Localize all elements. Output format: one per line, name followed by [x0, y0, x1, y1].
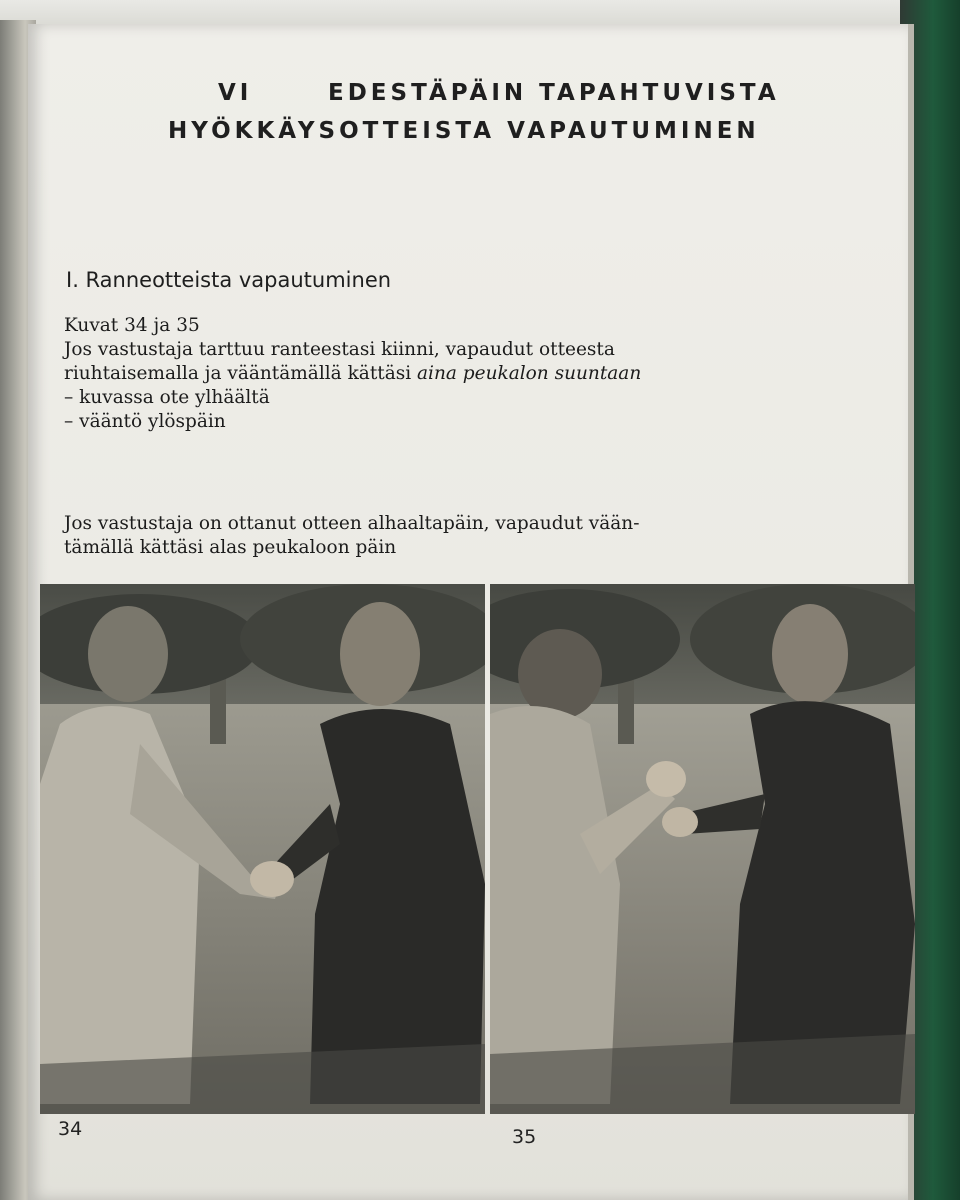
paragraph-text: riuhtaisemalla ja vääntämällä kättäsi: [64, 363, 418, 384]
page-number-right: 35: [512, 1126, 537, 1148]
bullet-line: – kuvassa ote ylhäältä: [64, 387, 270, 408]
instruction-paragraph-1: [64, 314, 641, 434]
photo-figure-34: [40, 584, 485, 1114]
book-page: [28, 24, 914, 1200]
section-title: I. Ranneotteista vapautuminen: [66, 268, 392, 292]
paragraph-line: Jos vastustaja on ottanut otteen alhaaltapäin, vapaudut vään-: [64, 513, 640, 534]
photo-figure-35: [490, 584, 915, 1114]
paragraph-line: [64, 362, 641, 386]
page-number-left: 34: [58, 1118, 83, 1140]
bullet-line: – vääntö ylöspäin: [64, 411, 226, 432]
figure-reference: Kuvat 34 ja 35: [64, 315, 200, 336]
emphasized-text: aina peukalon suuntaan: [417, 363, 642, 384]
photo-wrist-twist-release: [490, 584, 915, 1114]
chapter-title-line-2: HYÖKKÄYSOTTEISTA VAPAUTUMINEN: [168, 118, 760, 144]
chapter-number: VI: [218, 80, 253, 106]
instruction-paragraph-2: [64, 512, 639, 560]
chapter-title-line-1: EDESTÄPÄIN TAPAHTUVISTA: [328, 80, 780, 106]
paragraph-line: Jos vastustaja tarttuu ranteestasi kiinni, vapaudut otteesta: [64, 339, 615, 360]
paragraph-line: tämällä kättäsi alas peukaloon päin: [64, 537, 397, 558]
photo-wrist-grip-from-above: [40, 584, 485, 1114]
